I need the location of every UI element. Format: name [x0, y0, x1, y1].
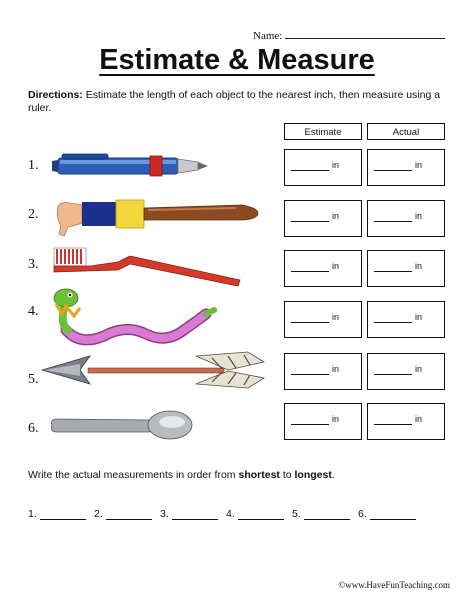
- actual-box-1[interactable]: in: [367, 149, 445, 186]
- order-slot-4[interactable]: 4.: [226, 508, 292, 520]
- actual-box-2[interactable]: in: [367, 200, 445, 237]
- order-slot-3[interactable]: 3.: [160, 508, 226, 520]
- shortest-word: shortest: [238, 469, 280, 481]
- estimate-header: Estimate: [284, 123, 362, 140]
- order-slot-2[interactable]: 2.: [94, 508, 160, 520]
- order-slot-6[interactable]: 6.: [358, 508, 424, 520]
- directions-label: Directions:: [28, 89, 83, 101]
- longest-word: longest: [294, 469, 332, 481]
- footer-credit: ©www.HaveFunTeaching.com: [338, 580, 450, 590]
- item-number: 5.: [28, 372, 39, 387]
- ordering-slots: [28, 508, 424, 520]
- estimate-box-6[interactable]: in: [284, 403, 362, 440]
- directions-text: Estimate the length of each object to the nearest inch, then measure using a ruler.: [28, 89, 441, 114]
- item-number: 6.: [28, 421, 39, 436]
- item-number: 4.: [28, 304, 39, 319]
- page-title: Estimate & Measure: [99, 44, 375, 76]
- ordering-instruction: Write the actual measurements in order from shortest to longest.: [28, 469, 335, 481]
- order-slot-1[interactable]: 1.: [28, 508, 94, 520]
- order-slot-5[interactable]: 5.: [292, 508, 358, 520]
- estimate-box-2[interactable]: in: [284, 200, 362, 237]
- item-number: 2.: [28, 207, 39, 222]
- actual-box-4[interactable]: in: [367, 301, 445, 338]
- actual-box-6[interactable]: in: [367, 403, 445, 440]
- estimate-box-4[interactable]: in: [284, 301, 362, 338]
- actual-box-3[interactable]: in: [367, 250, 445, 287]
- actual-box-5[interactable]: in: [367, 353, 445, 390]
- estimate-box-5[interactable]: in: [284, 353, 362, 390]
- estimate-box-1[interactable]: in: [284, 149, 362, 186]
- item-number: 3.: [28, 257, 39, 272]
- name-label: Name:: [253, 30, 283, 42]
- actual-header: Actual: [367, 123, 445, 140]
- item-number: 1.: [28, 158, 39, 173]
- estimate-box-3[interactable]: in: [284, 250, 362, 287]
